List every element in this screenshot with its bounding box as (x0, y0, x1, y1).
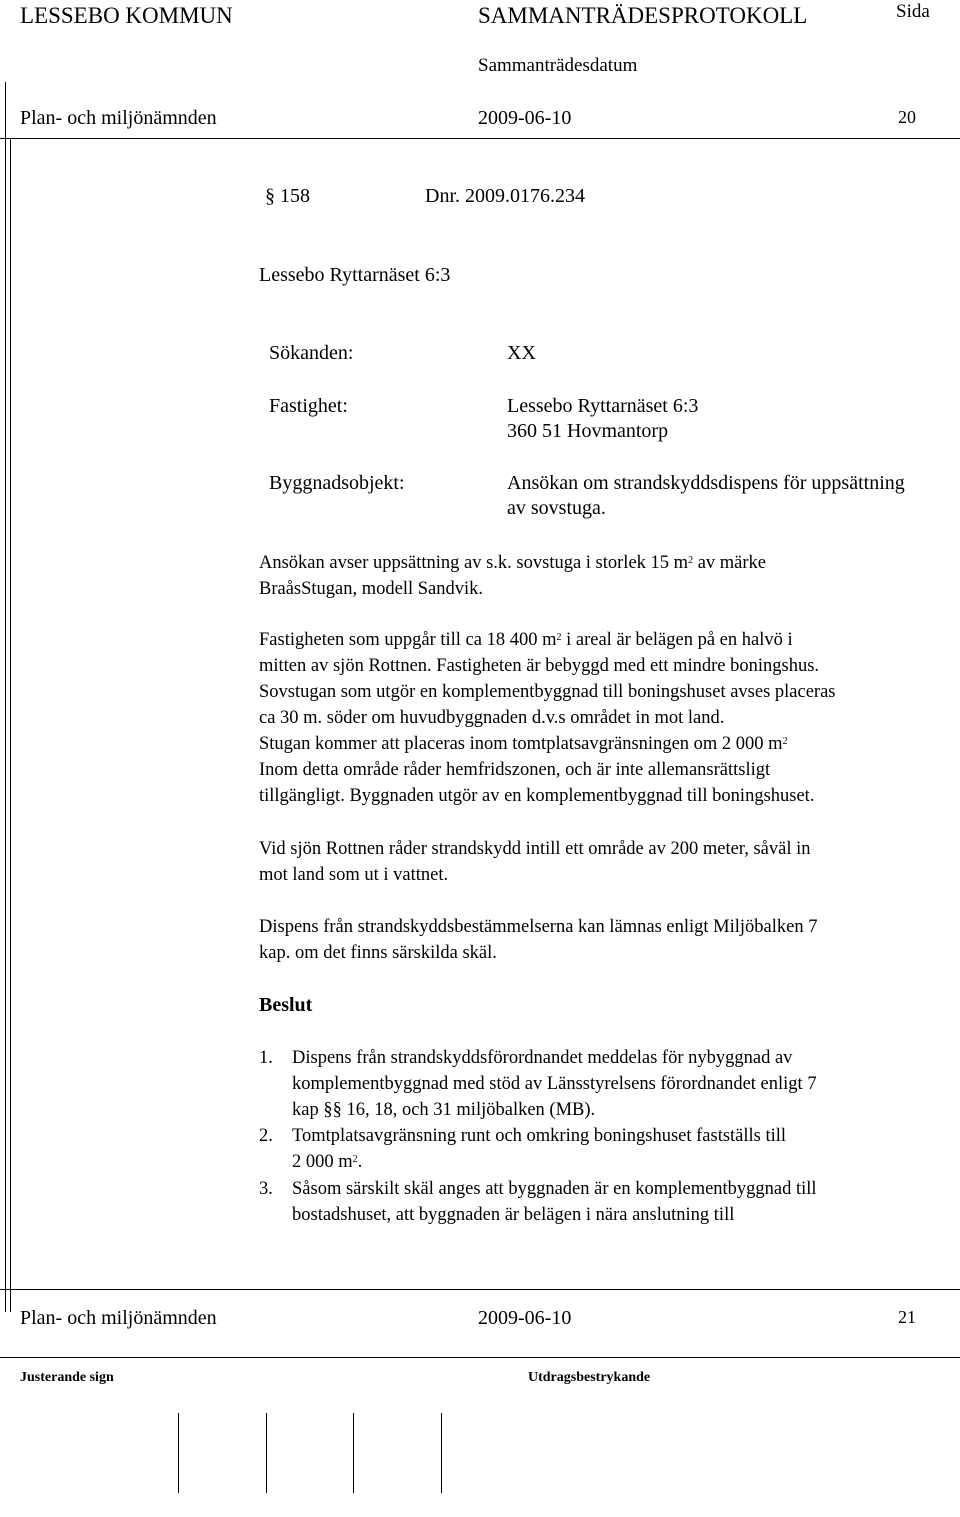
extract-certification-label: Utdragsbestrykande (528, 1370, 651, 1385)
signature-box-divider (353, 1413, 354, 1493)
footer-meeting-date: 2009-06-10 (478, 1307, 572, 1329)
margin-bar-outer (5, 82, 6, 1312)
decision-item: 1. Dispens från strandskyddsförordnandet meddelas för nybyggnad av komplementbyggnad med stöd av Länsstyrelsens förordnandet enligt 7 kap §§ 16, 18, och 31 miljöbalken (MB). (259, 1048, 817, 1120)
footer-committee-name: Plan- och miljönämnden (20, 1307, 217, 1329)
applicant-value: XX (507, 342, 536, 364)
property-postal: 360 51 Hovmantorp (507, 420, 669, 442)
paragraph-dispensation: Dispens från strandskyddsbestämmelserna kan lämnas enligt Miljöbalken 7 kap. om det finns särskilda skäl. (259, 917, 818, 963)
building-object-label: Byggnadsobjekt: (269, 472, 405, 494)
building-object-value: Ansökan om strandskyddsdispens för uppsättning (507, 472, 905, 494)
paragraph-application: Ansökan avser uppsättning av s.k. sovstuga i storlek 15 $m^2$ av märke BraåsStugan, modell Sandvik. (259, 553, 766, 599)
decision-item: 2. Tomtplatsavgränsning runt och omkring boningshuset fastställs till 2 000 $m^2$. (259, 1126, 787, 1172)
case-number: § 158 (265, 185, 310, 207)
footer-page-number: 21 (898, 1307, 916, 1327)
decision-heading: Beslut (259, 994, 313, 1016)
paragraph-shore-protection: Vid sjön Rottnen råder strandskydd intill ett område av 200 meter, såväl in mot land som ut i vattnet. (259, 839, 811, 885)
footer-rule (0, 1357, 960, 1358)
footer-top-rule (0, 1289, 960, 1290)
case-title: Lessebo Ryttarnäset 6:3 (259, 264, 451, 286)
signature-box-divider (178, 1413, 179, 1493)
signature-box-divider (441, 1413, 442, 1493)
applicant-label: Sökanden: (269, 342, 354, 364)
adjusting-signature-label: Justerande sign (20, 1370, 114, 1385)
property-label: Fastighet: (269, 395, 348, 417)
building-object-value-cont: av sovstuga. (507, 497, 606, 519)
decision-item: 3. Såsom särskilt skäl anges att byggnaden är en komplementbyggnad till bostadshuset, att byggnaden är belägen i nära anslutning till (259, 1179, 817, 1225)
margin-bar-inner (10, 138, 11, 1312)
header-rule (0, 138, 960, 139)
paragraph-property: Fastigheten som uppgår till ca 18 400 $m^2$ i areal är belägen på en halvö i mitten av sjön Rottnen. Fastigheten är bebyggd med ett mindre boningshus. Sovstugan som utgör en komplementbyggnad till boningshuset avses placeras ca 30 m. söder om huvudbyggnaden d.v.s området in mot land. Stugan kommer att placeras inom tomtplatsavgränsningen om 2 000 $m^2$ Inom detta område råder hemfridszonen, och är inte allemansrättsligt tillgängligt. Byggnaden utgör av en komplementbyggnad till boningshuset. (259, 630, 836, 806)
footer-margin-bar (10, 1290, 11, 1312)
meeting-date: 2009-06-10 (478, 107, 572, 129)
diary-number: Dnr. 2009.0176.234 (425, 185, 585, 207)
property-value: Lessebo Ryttarnäset 6:3 (507, 395, 699, 417)
meeting-date-label: Sammanträdesdatum (478, 55, 638, 76)
document-type: SAMMANTRÄDESPROTOKOLL (478, 3, 808, 28)
signature-box-divider (266, 1413, 267, 1493)
org-name: LESSEBO KOMMUN (20, 3, 233, 28)
page-label: Sida (896, 1, 930, 22)
page-number: 20 (898, 107, 916, 127)
committee-name: Plan- och miljönämnden (20, 107, 217, 129)
